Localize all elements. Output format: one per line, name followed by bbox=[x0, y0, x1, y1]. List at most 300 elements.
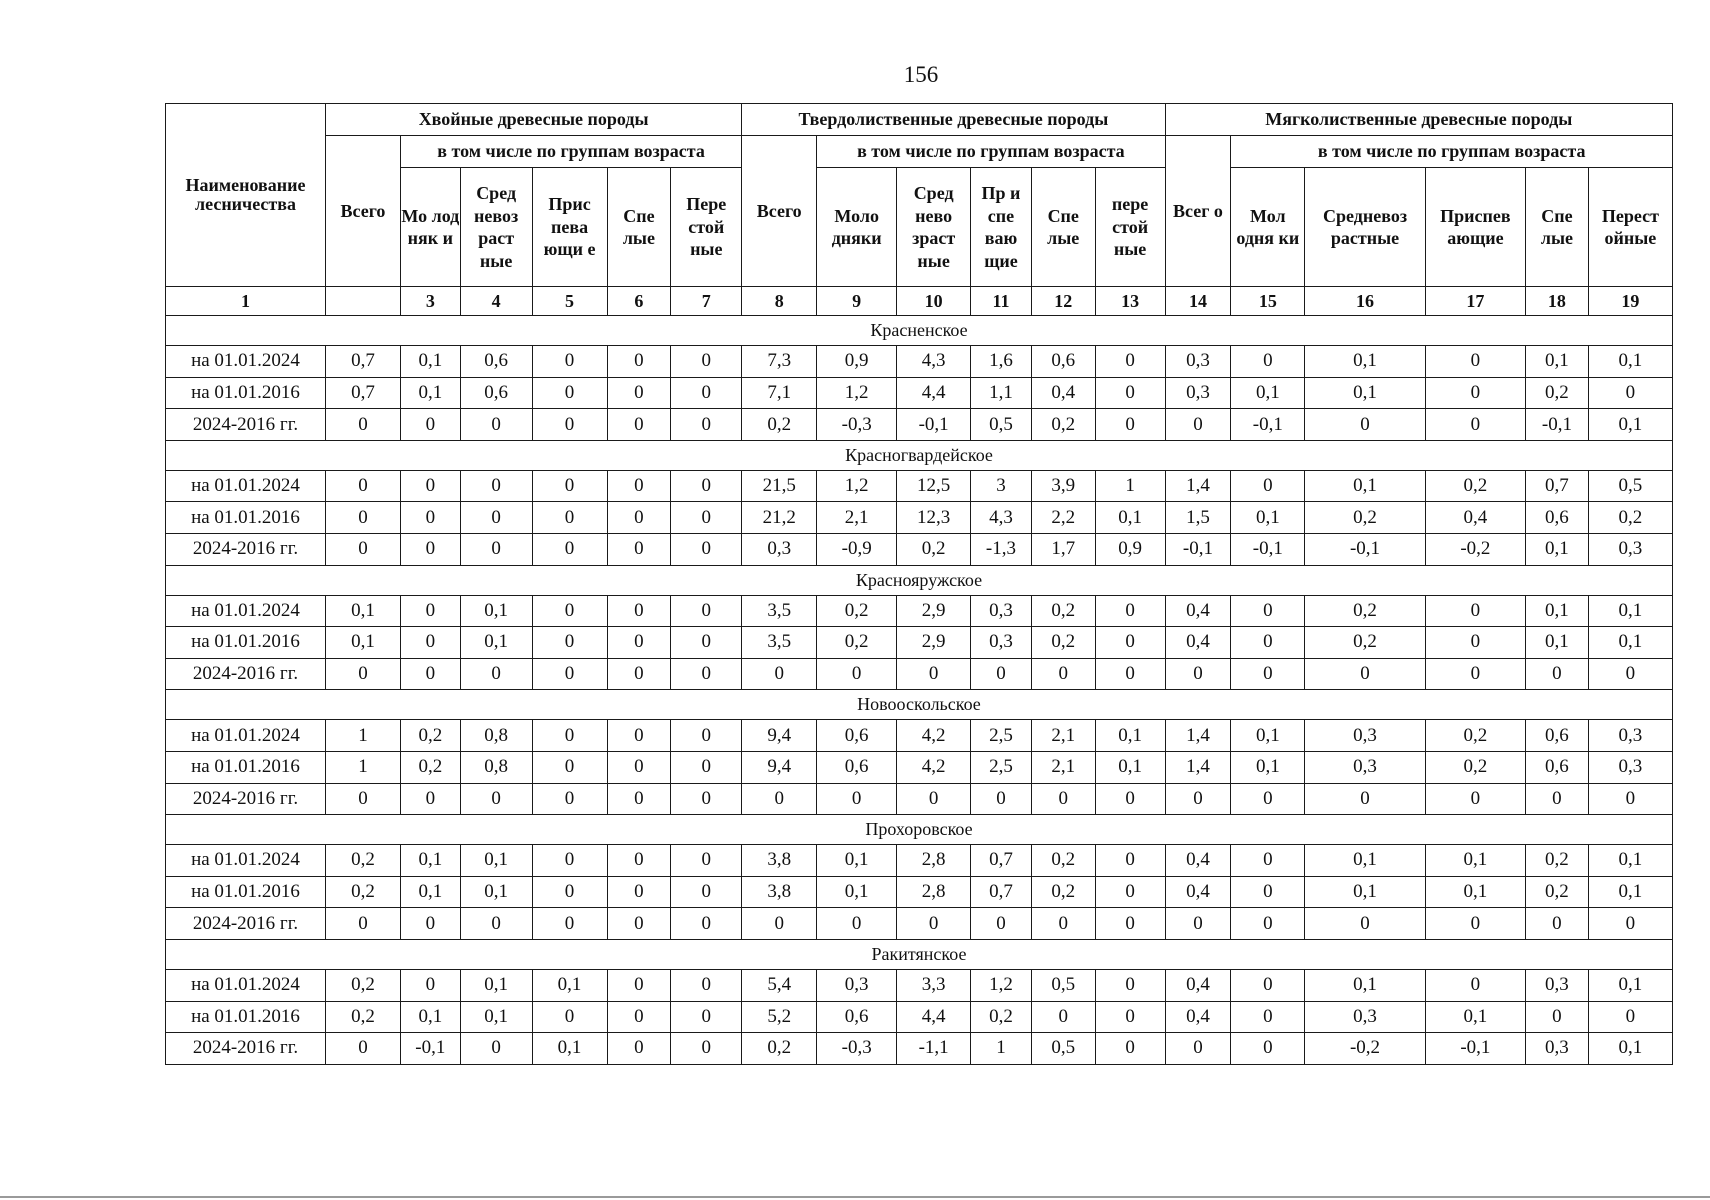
value-cell: 0 bbox=[1231, 845, 1305, 877]
value-cell: 1,2 bbox=[817, 377, 897, 409]
table-row bbox=[166, 876, 1673, 908]
value-cell: 0 bbox=[607, 783, 671, 815]
value-cell: 0 bbox=[1095, 969, 1165, 1001]
value-cell: 0,6 bbox=[1031, 346, 1095, 378]
value-cell: 0 bbox=[532, 658, 607, 690]
value-cell: 0,3 bbox=[1305, 1001, 1426, 1033]
value-cell: -1,1 bbox=[897, 1033, 971, 1065]
value-cell: 4,2 bbox=[897, 751, 971, 783]
value-cell: 0 bbox=[460, 908, 532, 940]
value-cell: 12,3 bbox=[897, 502, 971, 534]
value-cell: 0 bbox=[607, 470, 671, 502]
age-header: Спе лые bbox=[1031, 168, 1095, 287]
forest-age-table bbox=[165, 103, 1673, 1065]
value-cell: 1,4 bbox=[1165, 470, 1231, 502]
value-cell: 0,1 bbox=[1231, 502, 1305, 534]
value-cell: 0,7 bbox=[971, 876, 1032, 908]
value-cell: 0 bbox=[1231, 1033, 1305, 1065]
value-cell: 0,3 bbox=[1526, 1033, 1589, 1065]
value-cell: 0 bbox=[1165, 783, 1231, 815]
scan-edge-line bbox=[0, 1196, 1710, 1198]
value-cell: -0,1 bbox=[1231, 533, 1305, 565]
value-cell: 0 bbox=[1095, 377, 1165, 409]
value-cell: 0,2 bbox=[326, 845, 401, 877]
table-row bbox=[166, 783, 1673, 815]
age-header: Спе лые bbox=[1526, 168, 1589, 287]
value-cell: 0,4 bbox=[1165, 845, 1231, 877]
age-header: Моло дняки bbox=[817, 168, 897, 287]
age-header: Пере стой ные bbox=[671, 168, 742, 287]
value-cell: 0 bbox=[1031, 908, 1095, 940]
value-cell: 0 bbox=[400, 908, 460, 940]
value-cell: 0 bbox=[671, 845, 742, 877]
value-cell: 0,8 bbox=[460, 720, 532, 752]
value-cell: 0,1 bbox=[817, 876, 897, 908]
value-cell: 0 bbox=[671, 658, 742, 690]
value-cell: 0 bbox=[671, 595, 742, 627]
value-cell: 0 bbox=[671, 1033, 742, 1065]
group-header-conifer: Хвойные древесные породы bbox=[326, 104, 742, 136]
forestry-name: Прохоровское bbox=[166, 815, 1673, 845]
forestry-name: Красногвардейское bbox=[166, 440, 1673, 470]
value-cell: 0,2 bbox=[1305, 502, 1426, 534]
value-cell: 0 bbox=[671, 783, 742, 815]
value-cell: 0,2 bbox=[1588, 502, 1672, 534]
name-column-header: Наименование лесничества bbox=[166, 104, 326, 287]
value-cell: 0 bbox=[1231, 658, 1305, 690]
value-cell: 0 bbox=[607, 1033, 671, 1065]
table-row bbox=[166, 969, 1673, 1001]
value-cell: 0,1 bbox=[1231, 377, 1305, 409]
value-cell: -0,1 bbox=[897, 409, 971, 441]
value-cell: 0,1 bbox=[460, 595, 532, 627]
value-cell: 1,5 bbox=[1165, 502, 1231, 534]
value-cell: 0,1 bbox=[532, 969, 607, 1001]
value-cell: 0 bbox=[1095, 908, 1165, 940]
value-cell: 0,1 bbox=[1526, 533, 1589, 565]
age-header: Спе лые bbox=[607, 168, 671, 287]
value-cell: 0 bbox=[532, 783, 607, 815]
value-cell: 0,4 bbox=[1031, 377, 1095, 409]
value-cell: -0,1 bbox=[1305, 533, 1426, 565]
value-cell: 9,4 bbox=[742, 720, 817, 752]
value-cell: 0,6 bbox=[1526, 502, 1589, 534]
age-header: Приспев ающие bbox=[1425, 168, 1525, 287]
value-cell: 0,2 bbox=[400, 720, 460, 752]
value-cell: 0 bbox=[1095, 876, 1165, 908]
age-header: Перест ойные bbox=[1588, 168, 1672, 287]
value-cell: 0 bbox=[897, 783, 971, 815]
value-cell: 0,3 bbox=[1165, 377, 1231, 409]
value-cell: 0,6 bbox=[817, 1001, 897, 1033]
value-cell: 0,7 bbox=[971, 845, 1032, 877]
value-cell: 0,9 bbox=[1095, 533, 1165, 565]
value-cell: 0 bbox=[460, 470, 532, 502]
value-cell: 0 bbox=[897, 908, 971, 940]
value-cell: 0 bbox=[400, 533, 460, 565]
value-cell: 2,8 bbox=[897, 845, 971, 877]
value-cell: 0,7 bbox=[326, 346, 401, 378]
column-number-cell: 4 bbox=[460, 287, 532, 316]
value-cell: 12,5 bbox=[897, 470, 971, 502]
value-cell: 0,1 bbox=[1305, 377, 1426, 409]
forestry-name: Ракитянское bbox=[166, 939, 1673, 969]
value-cell: 0 bbox=[671, 876, 742, 908]
value-cell: 0,1 bbox=[817, 845, 897, 877]
value-cell: 0,4 bbox=[1425, 502, 1525, 534]
value-cell: 0,1 bbox=[400, 876, 460, 908]
group-header-hardwood: Твердолиственные древесные породы bbox=[742, 104, 1165, 136]
value-cell: 0,1 bbox=[1305, 346, 1426, 378]
value-cell: 0,1 bbox=[326, 595, 401, 627]
column-number-cell: 3 bbox=[400, 287, 460, 316]
value-cell: 0 bbox=[400, 595, 460, 627]
value-cell: -0,2 bbox=[1305, 1033, 1426, 1065]
column-number-cell: 15 bbox=[1231, 287, 1305, 316]
value-cell: 0 bbox=[817, 908, 897, 940]
value-cell: 0,4 bbox=[1165, 627, 1231, 659]
value-cell: 0 bbox=[460, 502, 532, 534]
value-cell: 0 bbox=[971, 783, 1032, 815]
table-row bbox=[166, 1033, 1673, 1065]
forestry-name: Новооскольское bbox=[166, 690, 1673, 720]
value-cell: 2,8 bbox=[897, 876, 971, 908]
value-cell: -0,1 bbox=[400, 1033, 460, 1065]
value-cell: 0,3 bbox=[971, 627, 1032, 659]
value-cell: 0 bbox=[1231, 876, 1305, 908]
value-cell: 0 bbox=[971, 658, 1032, 690]
table-row bbox=[166, 908, 1673, 940]
value-cell: 0,1 bbox=[1588, 409, 1672, 441]
value-cell: 0,1 bbox=[1425, 876, 1525, 908]
value-cell: 0,2 bbox=[817, 627, 897, 659]
value-cell: 0 bbox=[326, 658, 401, 690]
age-header: Мол одня ки bbox=[1231, 168, 1305, 287]
value-cell: 21,2 bbox=[742, 502, 817, 534]
value-cell: 1,1 bbox=[971, 377, 1032, 409]
value-cell: 0,2 bbox=[742, 409, 817, 441]
age-subgroup-header-softwood: в том числе по группам возраста bbox=[1231, 136, 1673, 168]
value-cell: 0 bbox=[897, 658, 971, 690]
value-cell: 21,5 bbox=[742, 470, 817, 502]
value-cell: 0 bbox=[1095, 1033, 1165, 1065]
value-cell: 0,2 bbox=[326, 876, 401, 908]
column-number-cell: 7 bbox=[671, 287, 742, 316]
value-cell: 0 bbox=[460, 1033, 532, 1065]
value-cell: -0,1 bbox=[1231, 409, 1305, 441]
value-cell: 0 bbox=[1305, 409, 1426, 441]
value-cell: 0 bbox=[326, 783, 401, 815]
table-row bbox=[166, 1001, 1673, 1033]
value-cell: 0,5 bbox=[1031, 1033, 1095, 1065]
group-header-softwood: Мягколиственные древесные породы bbox=[1165, 104, 1672, 136]
value-cell: 0 bbox=[1588, 908, 1672, 940]
value-cell: 0 bbox=[1305, 658, 1426, 690]
value-cell: 0 bbox=[1305, 908, 1426, 940]
value-cell: 0 bbox=[326, 533, 401, 565]
value-cell: 0 bbox=[1425, 627, 1525, 659]
value-cell: 0,4 bbox=[1165, 595, 1231, 627]
value-cell: 0,6 bbox=[817, 751, 897, 783]
value-cell: 0 bbox=[532, 346, 607, 378]
row-label: на 01.01.2024 bbox=[166, 720, 326, 752]
value-cell: 0,6 bbox=[817, 720, 897, 752]
value-cell: 0 bbox=[1305, 783, 1426, 815]
value-cell: 0 bbox=[607, 627, 671, 659]
table-row bbox=[166, 751, 1673, 783]
row-label: на 01.01.2024 bbox=[166, 346, 326, 378]
value-cell: 0 bbox=[532, 502, 607, 534]
value-cell: 0,2 bbox=[1526, 876, 1589, 908]
value-cell: 0 bbox=[1526, 658, 1589, 690]
table-row bbox=[166, 627, 1673, 659]
age-header: Мо лод няк и bbox=[400, 168, 460, 287]
value-cell: 0 bbox=[1425, 908, 1525, 940]
value-cell: 0 bbox=[742, 658, 817, 690]
value-cell: 0,3 bbox=[1588, 720, 1672, 752]
value-cell: 0,1 bbox=[460, 876, 532, 908]
value-cell: 0 bbox=[1231, 346, 1305, 378]
value-cell: -1,3 bbox=[971, 533, 1032, 565]
value-cell: 0,3 bbox=[1588, 533, 1672, 565]
value-cell: 0 bbox=[607, 1001, 671, 1033]
value-cell: 0,6 bbox=[1526, 720, 1589, 752]
value-cell: 4,4 bbox=[897, 377, 971, 409]
value-cell: 0,2 bbox=[1526, 845, 1589, 877]
value-cell: 2,9 bbox=[897, 595, 971, 627]
value-cell: 0 bbox=[671, 908, 742, 940]
value-cell: 0 bbox=[1165, 409, 1231, 441]
value-cell: 1,2 bbox=[971, 969, 1032, 1001]
value-cell: 0 bbox=[1095, 627, 1165, 659]
value-cell: 0,1 bbox=[1588, 627, 1672, 659]
value-cell: 0 bbox=[1588, 658, 1672, 690]
value-cell: 0 bbox=[532, 908, 607, 940]
value-cell: -0,1 bbox=[1425, 1033, 1525, 1065]
value-cell: 0,1 bbox=[1588, 1033, 1672, 1065]
value-cell: 0 bbox=[400, 627, 460, 659]
forestry-name: Красненское bbox=[166, 316, 1673, 346]
table-row bbox=[166, 502, 1673, 534]
value-cell: 0 bbox=[326, 1033, 401, 1065]
value-cell: 0,3 bbox=[1305, 751, 1426, 783]
value-cell: 0 bbox=[532, 470, 607, 502]
row-label: 2024-2016 гг. bbox=[166, 783, 326, 815]
value-cell: 2,1 bbox=[817, 502, 897, 534]
value-cell: 0,3 bbox=[971, 595, 1032, 627]
value-cell: 0,2 bbox=[400, 751, 460, 783]
value-cell: 0 bbox=[1526, 908, 1589, 940]
total-header-hardwood: Всего bbox=[742, 136, 817, 287]
value-cell: 0 bbox=[607, 969, 671, 1001]
value-cell: 0 bbox=[1231, 1001, 1305, 1033]
column-number-cell: 5 bbox=[532, 287, 607, 316]
value-cell: 0 bbox=[1425, 377, 1525, 409]
value-cell: 0,4 bbox=[1165, 969, 1231, 1001]
column-number-cell: 12 bbox=[1031, 287, 1095, 316]
value-cell: 1,7 bbox=[1031, 533, 1095, 565]
row-label: на 01.01.2016 bbox=[166, 627, 326, 659]
value-cell: 0 bbox=[607, 658, 671, 690]
value-cell: 0 bbox=[1095, 658, 1165, 690]
forest-stats-sheet bbox=[165, 103, 1673, 1065]
value-cell: 0,2 bbox=[1031, 845, 1095, 877]
value-cell: 0 bbox=[400, 409, 460, 441]
value-cell: 0,3 bbox=[1588, 751, 1672, 783]
value-cell: 0 bbox=[1165, 1033, 1231, 1065]
value-cell: 0 bbox=[400, 658, 460, 690]
value-cell: 0 bbox=[400, 502, 460, 534]
value-cell: 0,2 bbox=[1305, 595, 1426, 627]
value-cell: 0,3 bbox=[742, 533, 817, 565]
value-cell: 0,1 bbox=[1588, 876, 1672, 908]
value-cell: 0,2 bbox=[1031, 876, 1095, 908]
header-row-subgroups bbox=[166, 136, 1673, 168]
value-cell: 2,1 bbox=[1031, 720, 1095, 752]
column-number-cell: 14 bbox=[1165, 287, 1231, 316]
value-cell: 0,1 bbox=[460, 845, 532, 877]
value-cell: 0,2 bbox=[1526, 377, 1589, 409]
value-cell: 3 bbox=[971, 470, 1032, 502]
value-cell: 4,2 bbox=[897, 720, 971, 752]
value-cell: 0 bbox=[671, 720, 742, 752]
value-cell: 0,1 bbox=[460, 969, 532, 1001]
value-cell: 0,1 bbox=[400, 1001, 460, 1033]
value-cell: 0 bbox=[1425, 595, 1525, 627]
value-cell: 3,8 bbox=[742, 845, 817, 877]
row-label: 2024-2016 гг. bbox=[166, 409, 326, 441]
column-number-cell: 16 bbox=[1305, 287, 1426, 316]
value-cell: 0 bbox=[607, 845, 671, 877]
value-cell: 0 bbox=[671, 751, 742, 783]
value-cell: 0,6 bbox=[460, 346, 532, 378]
value-cell: 0 bbox=[742, 783, 817, 815]
row-label: на 01.01.2024 bbox=[166, 845, 326, 877]
value-cell: 0,1 bbox=[1588, 595, 1672, 627]
table-row bbox=[166, 470, 1673, 502]
value-cell: 0 bbox=[532, 377, 607, 409]
value-cell: 0 bbox=[1425, 969, 1525, 1001]
value-cell: 0 bbox=[817, 658, 897, 690]
table-row bbox=[166, 595, 1673, 627]
value-cell: 9,4 bbox=[742, 751, 817, 783]
value-cell: 0,1 bbox=[460, 1001, 532, 1033]
value-cell: 0,1 bbox=[1305, 876, 1426, 908]
value-cell: 0 bbox=[326, 409, 401, 441]
value-cell: 0,1 bbox=[1305, 845, 1426, 877]
total-header-conifer: Всего bbox=[326, 136, 401, 287]
value-cell: 0 bbox=[1526, 1001, 1589, 1033]
value-cell: 0,7 bbox=[326, 377, 401, 409]
value-cell: 3,8 bbox=[742, 876, 817, 908]
value-cell: 0 bbox=[817, 783, 897, 815]
value-cell: 0,4 bbox=[1165, 1001, 1231, 1033]
row-label: на 01.01.2024 bbox=[166, 969, 326, 1001]
value-cell: 0 bbox=[607, 377, 671, 409]
row-label: 2024-2016 гг. bbox=[166, 908, 326, 940]
value-cell: 0 bbox=[532, 720, 607, 752]
value-cell: 0 bbox=[1231, 969, 1305, 1001]
value-cell: 0,2 bbox=[1031, 627, 1095, 659]
age-header: пере стой ные bbox=[1095, 168, 1165, 287]
value-cell: 0 bbox=[326, 502, 401, 534]
value-cell: -0,3 bbox=[817, 409, 897, 441]
table-row bbox=[166, 720, 1673, 752]
value-cell: 0,2 bbox=[1425, 470, 1525, 502]
age-header: Сред нево зраст ные bbox=[897, 168, 971, 287]
row-label: на 01.01.2024 bbox=[166, 470, 326, 502]
value-cell: 0 bbox=[1165, 658, 1231, 690]
value-cell: 0 bbox=[326, 470, 401, 502]
value-cell: 0,1 bbox=[1095, 502, 1165, 534]
value-cell: 1 bbox=[1095, 470, 1165, 502]
value-cell: 0,1 bbox=[1588, 346, 1672, 378]
value-cell: 0,1 bbox=[1526, 346, 1589, 378]
value-cell: 0 bbox=[1231, 627, 1305, 659]
value-cell: 0 bbox=[671, 377, 742, 409]
age-header: Средневоз растные bbox=[1305, 168, 1426, 287]
value-cell: 0,5 bbox=[1031, 969, 1095, 1001]
value-cell: 0,1 bbox=[1305, 969, 1426, 1001]
value-cell: 0,1 bbox=[1588, 969, 1672, 1001]
value-cell: 0 bbox=[1588, 377, 1672, 409]
section-row bbox=[166, 815, 1673, 845]
value-cell: 0,1 bbox=[1588, 845, 1672, 877]
forestry-name: Краснояружское bbox=[166, 565, 1673, 595]
value-cell: -0,2 bbox=[1425, 533, 1525, 565]
value-cell: 4,3 bbox=[971, 502, 1032, 534]
value-cell: 0,1 bbox=[326, 627, 401, 659]
value-cell: 0,3 bbox=[817, 969, 897, 1001]
value-cell: 0 bbox=[532, 751, 607, 783]
table-row bbox=[166, 533, 1673, 565]
value-cell: 0 bbox=[671, 346, 742, 378]
value-cell: 0 bbox=[1425, 346, 1525, 378]
value-cell: 0 bbox=[1231, 783, 1305, 815]
value-cell: 0,1 bbox=[460, 627, 532, 659]
value-cell: 0,1 bbox=[1231, 751, 1305, 783]
row-label: на 01.01.2024 bbox=[166, 595, 326, 627]
row-label: на 01.01.2016 bbox=[166, 876, 326, 908]
age-header: Сред невоз раст ные bbox=[460, 168, 532, 287]
column-number-cell: 18 bbox=[1526, 287, 1589, 316]
value-cell: 0 bbox=[532, 533, 607, 565]
value-cell: 0,2 bbox=[326, 1001, 401, 1033]
value-cell: 0,9 bbox=[817, 346, 897, 378]
value-cell: 0,1 bbox=[1425, 845, 1525, 877]
row-label: на 01.01.2016 bbox=[166, 1001, 326, 1033]
value-cell: 2,1 bbox=[1031, 751, 1095, 783]
column-number-cell: 13 bbox=[1095, 287, 1165, 316]
value-cell: 0 bbox=[671, 1001, 742, 1033]
value-cell: 5,2 bbox=[742, 1001, 817, 1033]
value-cell: 7,3 bbox=[742, 346, 817, 378]
row-label: на 01.01.2016 bbox=[166, 751, 326, 783]
column-number-cell: 11 bbox=[971, 287, 1032, 316]
header-row-groups bbox=[166, 104, 1673, 136]
value-cell: 0,1 bbox=[1095, 751, 1165, 783]
value-cell: 1,4 bbox=[1165, 720, 1231, 752]
value-cell: 1,6 bbox=[971, 346, 1032, 378]
value-cell: 0,1 bbox=[1231, 720, 1305, 752]
value-cell: 0,1 bbox=[1526, 627, 1589, 659]
section-row bbox=[166, 316, 1673, 346]
age-subgroup-header-conifer: в том числе по группам возраста bbox=[400, 136, 741, 168]
value-cell: 0 bbox=[671, 969, 742, 1001]
value-cell: 0,2 bbox=[897, 533, 971, 565]
column-number-row bbox=[166, 287, 1673, 316]
value-cell: 3,5 bbox=[742, 595, 817, 627]
